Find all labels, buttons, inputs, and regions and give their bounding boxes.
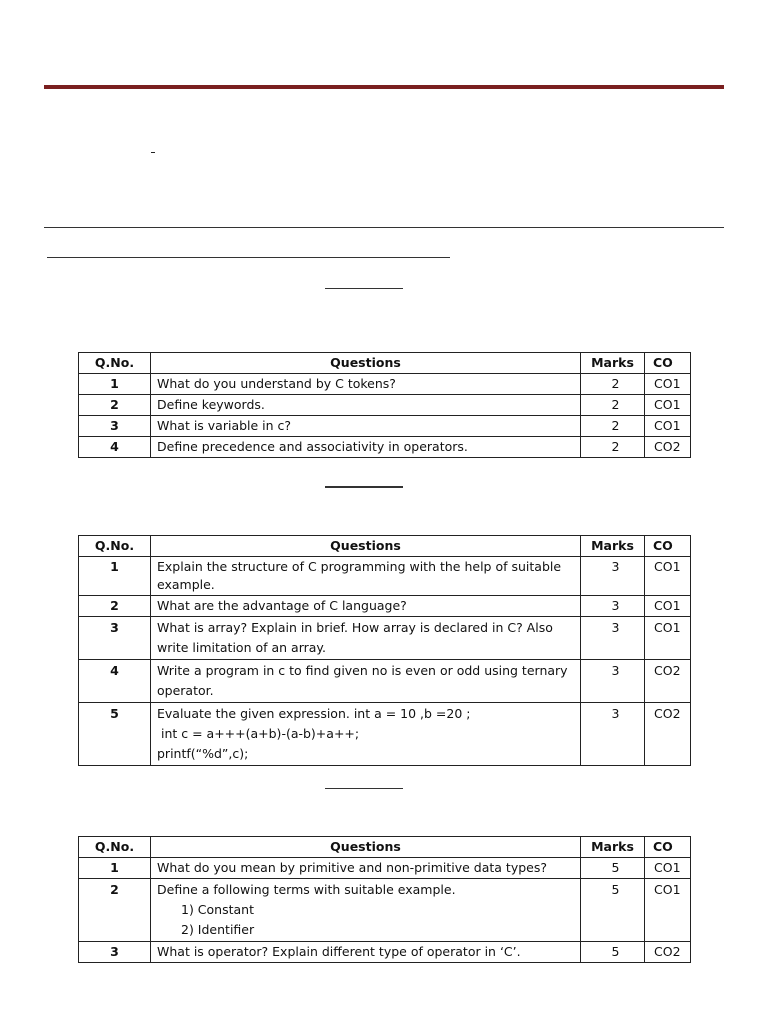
marks-cell: 3	[581, 617, 645, 660]
question-line: What is array? Explain in brief. How array is declared in C? Also	[157, 620, 553, 635]
section-1-heading-underline	[325, 288, 403, 289]
marks-cell: 3	[581, 557, 645, 596]
question-cell: Define precedence and associativity in operators.	[151, 437, 581, 458]
table-header-row	[79, 536, 691, 557]
question-line: Explain the structure of C programming with the help of suitable	[157, 559, 562, 574]
question-line: write limitation of an array.	[157, 640, 327, 655]
question-line: int c = a+++(a+b)-(a-b)+a++;	[157, 726, 360, 741]
table-row	[79, 557, 691, 596]
header-bar	[44, 85, 724, 89]
dash-mark	[151, 152, 155, 153]
table-row	[79, 596, 691, 617]
marks-cell: 5	[581, 942, 645, 963]
title-underline	[47, 257, 450, 258]
qno-cell: 3	[79, 416, 151, 437]
question-cell	[151, 596, 581, 617]
qno-cell: 2	[79, 395, 151, 416]
table-row	[79, 660, 691, 703]
question-cell	[151, 660, 581, 703]
co-cell: CO1	[645, 858, 691, 879]
marks-header: Marks	[581, 837, 645, 858]
qno-header: Q.No.	[79, 837, 151, 858]
co-cell: CO1	[645, 416, 691, 437]
question-cell: What is operator? Explain different type of operator in ‘C’.	[151, 942, 581, 963]
co-header: CO	[645, 353, 691, 374]
table-header-row	[79, 837, 691, 858]
marks-cell: 5	[581, 858, 645, 879]
marks-cell: 3	[581, 660, 645, 703]
question-cell	[151, 879, 581, 942]
question-line: Define a following terms with suitable example.	[157, 882, 456, 897]
questions-header: Questions	[151, 837, 581, 858]
table-row	[79, 416, 691, 437]
question-line: printf(“%d”,c);	[157, 746, 249, 761]
co-cell: CO2	[645, 437, 691, 458]
section-3-heading-underline	[325, 788, 403, 789]
list-item: 1) Constant	[181, 902, 254, 917]
qno-cell: 2	[79, 879, 151, 942]
questions-header: Questions	[151, 353, 581, 374]
section-2-heading-underline	[325, 486, 403, 488]
question-cell	[151, 617, 581, 660]
table-row	[79, 703, 691, 766]
qno-cell: 3	[79, 942, 151, 963]
divider-line	[44, 227, 724, 228]
table-row	[79, 437, 691, 458]
marks-cell: 3	[581, 596, 645, 617]
table-row	[79, 617, 691, 660]
table-row	[79, 858, 691, 879]
qno-cell: 5	[79, 703, 151, 766]
table-header-row	[79, 353, 691, 374]
question-cell: What do you mean by primitive and non-primitive data types?	[151, 858, 581, 879]
qno-cell: 1	[79, 557, 151, 596]
question-line: Evaluate the given expression. int a = 10 ,b =20 ;	[157, 706, 471, 721]
qno-cell: 4	[79, 660, 151, 703]
questions-table-3	[78, 836, 691, 963]
table-row	[79, 879, 691, 942]
question-cell	[151, 703, 581, 766]
co-header: CO	[645, 837, 691, 858]
qno-cell: 1	[79, 858, 151, 879]
list-item: 2) Identifier	[181, 922, 255, 937]
qno-cell: 4	[79, 437, 151, 458]
qno-header: Q.No.	[79, 353, 151, 374]
question-line: operator.	[157, 683, 214, 698]
co-cell: CO1	[645, 374, 691, 395]
co-cell: CO1	[645, 557, 691, 596]
co-header: CO	[645, 536, 691, 557]
marks-header: Marks	[581, 353, 645, 374]
co-cell: CO2	[645, 942, 691, 963]
marks-cell: 2	[581, 437, 645, 458]
questions-header: Questions	[151, 536, 581, 557]
co-cell: CO2	[645, 660, 691, 703]
question-line: What are the advantage of C language?	[157, 598, 407, 613]
questions-table-2	[78, 535, 691, 766]
marks-cell: 3	[581, 703, 645, 766]
question-line: example.	[157, 577, 215, 592]
question-cell: What do you understand by C tokens?	[151, 374, 581, 395]
qno-cell: 1	[79, 374, 151, 395]
co-cell: CO2	[645, 703, 691, 766]
table-row	[79, 395, 691, 416]
table-row	[79, 374, 691, 395]
question-cell: What is variable in c?	[151, 416, 581, 437]
marks-cell: 5	[581, 879, 645, 942]
question-line: Write a program in c to find given no is even or odd using ternary	[157, 663, 568, 678]
co-cell: CO1	[645, 596, 691, 617]
marks-cell: 2	[581, 416, 645, 437]
question-cell	[151, 557, 581, 596]
qno-cell: 2	[79, 596, 151, 617]
co-cell: CO1	[645, 395, 691, 416]
co-cell: CO1	[645, 617, 691, 660]
marks-cell: 2	[581, 395, 645, 416]
qno-header: Q.No.	[79, 536, 151, 557]
marks-header: Marks	[581, 536, 645, 557]
questions-table-1	[78, 352, 691, 458]
co-cell: CO1	[645, 879, 691, 942]
question-cell: Define keywords.	[151, 395, 581, 416]
marks-cell: 2	[581, 374, 645, 395]
table-row	[79, 942, 691, 963]
qno-cell: 3	[79, 617, 151, 660]
